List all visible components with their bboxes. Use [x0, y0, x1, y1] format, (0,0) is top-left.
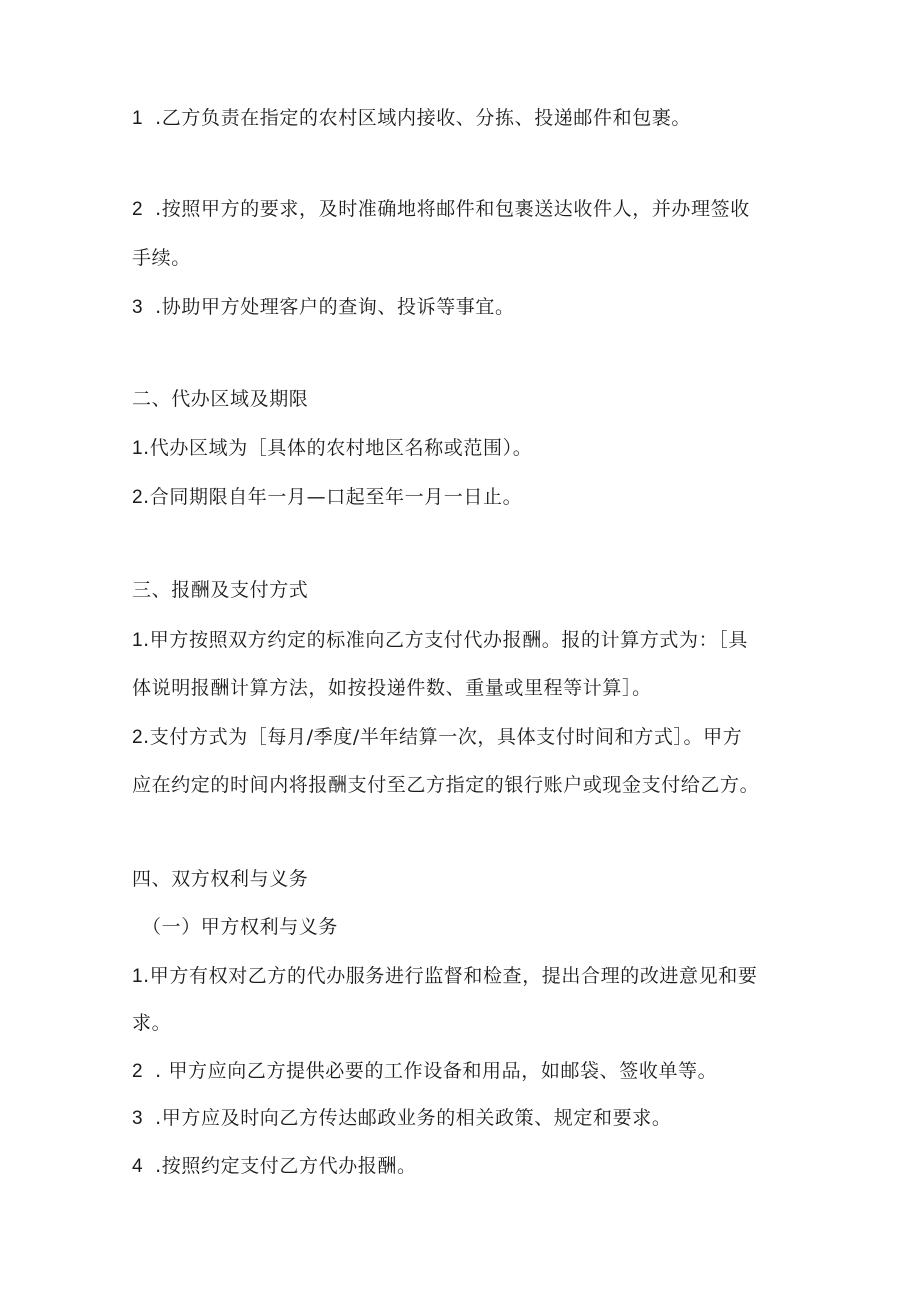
- clause-text: 求。: [132, 1012, 172, 1034]
- clause-number: 2: [132, 199, 144, 220]
- clause-number: 2: [132, 727, 144, 748]
- clause-line-2: [132, 1059, 717, 1084]
- subsection-heading: [142, 915, 338, 939]
- section-heading-2: [132, 387, 308, 411]
- clause-text: .甲方有权对乙方的代办服务进行监督和检查，提出合理的改进意见和要: [143, 965, 758, 987]
- clause-text: .支付方式为［每月/季度/半年结算一次，具体支付时间和方式］。甲方: [143, 726, 743, 748]
- clause-line-continuation: [132, 773, 759, 797]
- clause-line-1: [132, 628, 748, 653]
- section-title: 二、代办区域及期限: [132, 388, 309, 410]
- section-heading-4: [132, 867, 308, 891]
- clause-text: 体说明报酬计算方法，如按投递件数、重量或里程等计算］。: [132, 677, 652, 699]
- clause-text: . 甲方应向乙方提供必要的工作设备和用品，如邮袋、签收单等。: [155, 1060, 718, 1082]
- clause-text: 手续。: [132, 247, 191, 269]
- clause-number: 2: [132, 487, 144, 508]
- clause-line-3: [132, 295, 515, 320]
- clause-text: .甲方按照双方约定的标准向乙方支付代办报酬。报的计算方式为：［具: [143, 629, 748, 651]
- clause-line-continuation: [132, 1011, 171, 1035]
- clause-number: 3: [132, 1108, 144, 1129]
- clause-line-2: [132, 725, 742, 750]
- clause-number: 1: [132, 966, 144, 987]
- clause-line-2: [132, 197, 750, 222]
- clause-text: .代办区域为［具体的农村地区名称或范围）。: [143, 437, 533, 459]
- clause-line-3: [132, 1106, 671, 1131]
- clause-line-4: [132, 1154, 417, 1179]
- clause-line-1: [132, 106, 691, 131]
- clause-number: 1: [132, 630, 144, 651]
- clause-number: 1: [132, 108, 144, 129]
- section-title: 四、双方权利与义务: [132, 868, 309, 890]
- section-title: 三、报酬及支付方式: [132, 579, 309, 601]
- clause-line-1: [132, 964, 757, 989]
- clause-text: .甲方应及时向乙方传达邮政业务的相关政策、规定和要求。: [155, 1107, 672, 1129]
- clause-text: .协助甲方处理客户的查询、投诉等事宜。: [155, 296, 515, 318]
- subsection-title: （一）甲方权利与义务: [142, 916, 339, 938]
- clause-text: .合同期限自年一月—口起至年一月一日止。: [143, 486, 523, 508]
- clause-number: 4: [132, 1156, 144, 1177]
- clause-text: .乙方负责在指定的农村区域内接收、分拣、投递邮件和包裹。: [155, 107, 692, 129]
- clause-line-2: [132, 485, 522, 510]
- clause-number: 2: [132, 1061, 144, 1082]
- clause-line-1: [132, 436, 532, 461]
- clause-text: .按照约定支付乙方代办报酬。: [155, 1155, 417, 1177]
- clause-number: 1: [132, 438, 144, 459]
- clause-text: 应在约定的时间内将报酬支付至乙方指定的银行账户或现金支付给乙方。: [132, 774, 760, 796]
- clause-line-continuation: [132, 676, 652, 700]
- clause-number: 3: [132, 297, 144, 318]
- section-heading-3: [132, 578, 308, 602]
- clause-line-continuation: [132, 246, 191, 270]
- clause-text: .按照甲方的要求，及时准确地将邮件和包裹送达收件人，并办理签收: [155, 198, 750, 220]
